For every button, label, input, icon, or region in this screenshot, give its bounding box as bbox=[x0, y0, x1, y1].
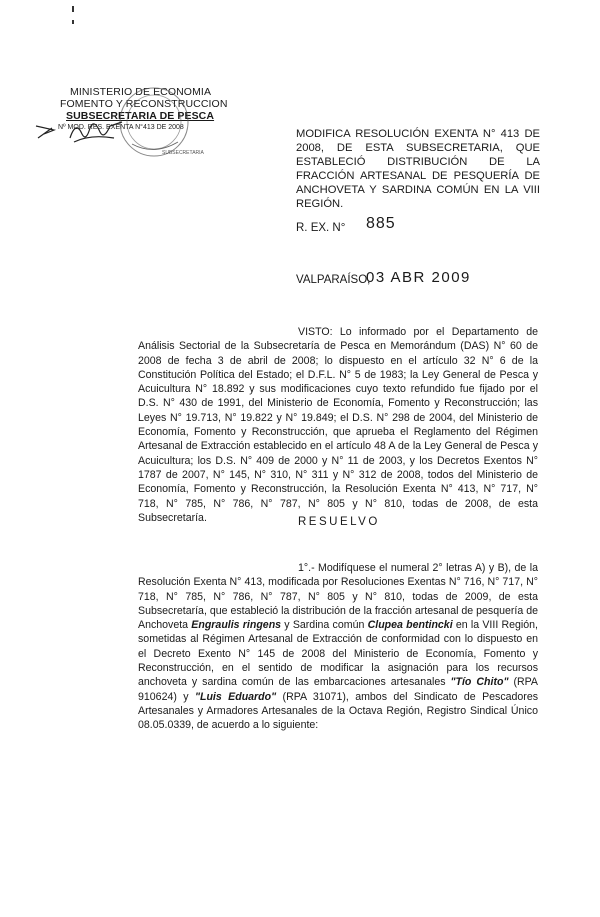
resolution-subject: MODIFICA RESOLUCIÓN EXENTA N° 413 DE 2008, DE ESTA SUBSECRETARIA, QUE ESTABLECIÓ DISTRIBUCIÓN DE LA FRACCIÓN ARTESANAL DE PESQUERÍA DE ANCHOVETA Y SARDINA COMÚN EN LA VIII REGIÓN. bbox=[296, 128, 540, 210]
svg-text:SUBSECRETARIA: SUBSECRETARIA bbox=[162, 150, 204, 156]
vessel-luis-eduardo: "Luis Eduardo" bbox=[194, 690, 277, 703]
stamp-reference: Nº MOD. RES. EXENTA N°413 DE 2008 bbox=[58, 124, 184, 131]
article-1-text-d: (RPA 910624) y bbox=[138, 676, 538, 703]
resolution-number-label: R. EX. N° bbox=[296, 222, 346, 234]
visto-text: Lo informado por el Departamento de Análisis Sectorial de la Subsecretaría de Pesca en Memorándum (DAS) N° 60 de 2008 de fecha 3 de abril de 2008; lo dispuesto en el artículo 32 N° 6 de la Constitución Política del Estado; el D.F.L. N° 5 de 1983; la Ley General de Pesca y Acuicultura N° 18.892 y sus modificaciones cuyo texto refundido fue fijado por el D.S. N° 430 de 1991, del Ministerio de Economía, Fomento y Reconstrucción; las Leyes N° 19.713, N° 19.822 y N° 19.849; el D.S. N° 298 de 2004, del Ministerio de Economía, Fomento y Reconstrucción, que aprueba el Reglamento del Régimen Artesanal de Extracción establecido en el artículo 48 A de la Ley General de Pesca y Acuicultura; los D.S. N° 409 de 2000 y N° 11 de 2003, y los Decretos Exentos N° 1787 de 2007, N° 145, N° 310, N° 311 y N° 312 de 2008, todos del Ministerio de Economía, Fomento y Reconstrucción, la Resolución Exenta N° 413, N° 717, N° 718, N° 785, N° 786, N° 787, N° 805 y N° 810, todas de 2008, de esta Subsecretaría. bbox=[138, 326, 538, 524]
article-1-text-b: y Sardina común bbox=[281, 619, 368, 632]
species-sardina: Clupea bentincki bbox=[367, 619, 453, 632]
species-anchoveta: Engraulis ringens bbox=[191, 619, 282, 632]
stamp-subsecretaria: SUBSECRETARIA DE PESCA bbox=[66, 110, 215, 122]
stamp-ministry: MINISTERIO DE ECONOMIA bbox=[70, 86, 212, 98]
scan-mark bbox=[72, 20, 74, 24]
article-1-text-c: en la VIII Región, sometidas al Régimen Artesanal de Extracción de conformidad con lo dispuesto en el Decreto Exento N° 145 de 2008 del Ministerio de Economía, Fomento y Reconstrucción, en el sentido de modificar la asignación para los recursos anchoveta y sardina común de las embarcaciones artesanales bbox=[138, 619, 539, 689]
scan-mark bbox=[72, 6, 74, 12]
article-1-paragraph bbox=[138, 561, 538, 733]
vessel-tio-chito: "Tío Chito" bbox=[450, 676, 509, 689]
visto-paragraph bbox=[138, 325, 538, 525]
visto-label: VISTO: bbox=[298, 326, 333, 338]
resolution-date: 03 ABR 2009 bbox=[366, 269, 471, 286]
article-1-text-a: 1°.- Modifíquese el numeral 2° letras A) y B), de la Resolución Exenta N° 413, modificada por Resoluciones Exentas N° 716, N° 717, N° 718, N° 785, N° 786, N° 787, N° 805 y N° 810, todas de 2009, de esta Subsecretaría, que estableció la distribución de la fracción artesanal de pesquería de Anchoveta bbox=[138, 562, 538, 632]
article-1-text-e: (RPA 31071), ambos del Sindicato de Pescadores Artesanales y Armadores Artesanales de la Octava Región, Registro Sindical Único 08.05.0339, de acuerdo a lo siguiente: bbox=[138, 690, 539, 732]
city-label: VALPARAÍSO, bbox=[296, 274, 371, 286]
resolution-number: 885 bbox=[366, 215, 396, 232]
stamp-department: FOMENTO Y RECONSTRUCCION bbox=[60, 98, 228, 110]
signature-icon bbox=[30, 108, 130, 148]
resuelvo-heading: RESUELVO bbox=[298, 516, 380, 528]
